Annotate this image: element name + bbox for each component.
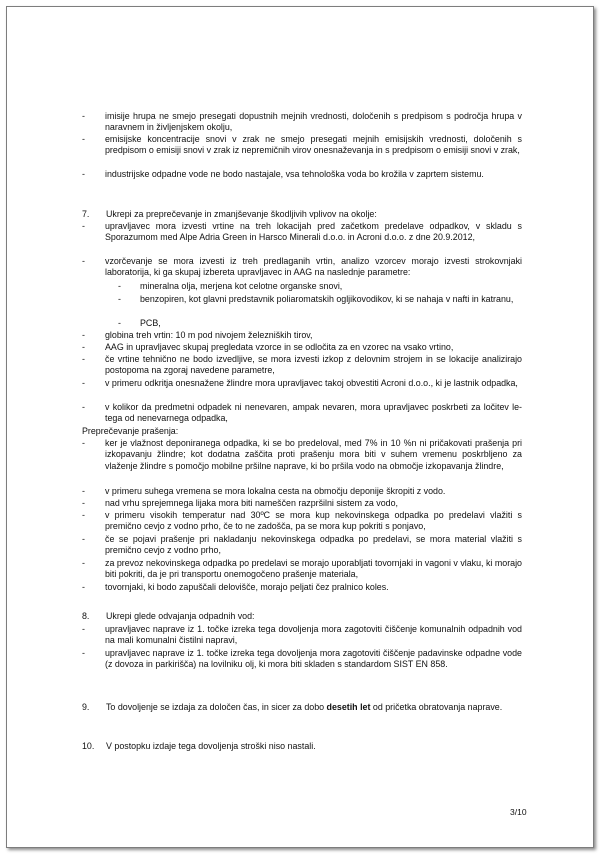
list-item: - upravljavec mora izvesti vrtine na treh lokacijah pred začetkom predelave odpadkov, v skladu s Sporazumom med Alpe Adria Green in Harsco Minerali d.o.o. in Acroni d.o.o. z dne 20.9.2012, bbox=[82, 221, 522, 243]
sub-list-item: - mineralna olja, merjena kot celotne organske snovi, bbox=[118, 281, 343, 291]
list-item: - industrijske odpadne vode ne bodo nastajale, vsa tehnološka voda bo krožila v zaprtem sistemu. bbox=[82, 169, 484, 179]
list-item: - v primeru visokih temperatur nad 30ºC se mora kup nekovinskega odpadka po predelavi vlažiti s premično cevjo z vodno prho, če to ne zadošča, pa se mora kup pokriti s ponjavo, bbox=[82, 510, 522, 532]
list-item: - za prevoz nekovinskega odpadka po predelavi se morajo uporabljati tovornjaki in vagoni v vlaku, ki morajo biti pokriti, da je pri transportu onemogočeno prašenje materiala, bbox=[82, 558, 522, 580]
list-item: - v kolikor da predmetni odpadek ni nenevaren, ampak nevaren, mora upravljavec poskrbeti za ločitev le-tega od nenevarnega odpadka, bbox=[82, 402, 522, 424]
sub-list-item: - benzopiren, kot glavni predstavnik poliaromatskih ogljikovodikov, ki se nahaja v nafti in katranu, bbox=[118, 294, 514, 304]
page-number: 3/10 bbox=[510, 807, 527, 817]
list-item: - v primeru odkritja onesnažene žlindre mora upravljavec takoj obvestiti Acroni d.o.o., ki je lastnik odpadka, bbox=[82, 378, 518, 388]
list-item: - če se pojavi prašenje pri nakladanju nekovinskega odpadka po predelavi, se mora material vlažiti s premično cevjo z vodno prho, bbox=[82, 534, 522, 556]
list-item: - upravljavec naprave iz 1. točke izreka tega dovoljenja mora zagotoviti čiščenje komunalnih odpadnih vod na mali komunalni čistilni napravi, bbox=[82, 624, 522, 646]
list-item: - ker je vlažnost deponiranega odpadka, ki se bo predeloval, med 7% in 10 %n ni pričakovati prašenja pri izkopavanju žlindre; kot dodatna zaščita proti prašenju mora biti v suhem vremenu poskrbljeno za vlaženje žlindre s pomočjo mobilne pršilne naprave, ki bo pršila vodo na območje izkopavanja žlindre, bbox=[82, 438, 522, 471]
dust-prevention-heading: Preprečevanje prašenja: bbox=[82, 426, 179, 436]
section-9: 9. To dovoljenje se izdaja za določen čas, in sicer za dobo desetih let od pričetka obratovanja naprave. bbox=[82, 702, 503, 712]
list-item: - nad vrhu sprejemnega lijaka mora biti nameščen razpršilni sistem za vodo, bbox=[82, 498, 399, 508]
list-item: - upravljavec naprave iz 1. točke izreka tega dovoljenja mora zagotoviti čiščenje padavinske odpadne vode (z dovoza in parkirišča) na lovilniku olj, ki mora biti skladen s standardom SIST EN 858. bbox=[82, 648, 522, 670]
section-7-heading: 7. Ukrepi za preprečevanje in zmanjševanje škodljivih vplivov na okolje: bbox=[82, 209, 377, 219]
list-item: - imisije hrupa ne smejo presegati dopustnih mejnih vrednosti, določenih s predpisom s področja hrupa v naravnem in življenjskem okolju, bbox=[82, 111, 522, 133]
validity-period: desetih let bbox=[326, 702, 371, 712]
section-8-heading: 8. Ukrepi glede odvajanja odpadnih vod: bbox=[82, 611, 255, 621]
list-item: - emisijske koncentracije snovi v zrak ne smejo presegati mejnih emisijskih vrednosti, določenih s predpisom o emisiji snovi v zrak iz nepremičnih virov onesnaževanja in s predpisom o emisiji snovi v zrak, bbox=[82, 134, 522, 156]
list-item: - v primeru suhega vremena se mora lokalna cesta na območju deponije škropiti z vodo. bbox=[82, 486, 446, 496]
section-10: 10. V postopku izdaje tega dovoljenja stroški niso nastali. bbox=[82, 741, 316, 751]
sub-list-item: - PCB, bbox=[118, 318, 161, 328]
list-item: - vzorčevanje se mora izvesti iz treh predlaganih vrtin, analizo vzorcev morajo izvesti strokovnjaki laboratorija, ki ga skupaj izbereta upravljavec in AAG na naslednje parametre: bbox=[82, 256, 522, 278]
list-item: - če vrtine tehnično ne bodo izvedljive, se mora izvesti izkop z delovnim strojem in se lokacije analizirajo postopoma na zgoraj navedene parametre, bbox=[82, 354, 522, 376]
list-item: - tovornjaki, ki bodo zapuščali delovišče, morajo peljati čez pralnico koles. bbox=[82, 582, 389, 592]
list-item: - globina treh vrtin: 10 m pod nivojem železniških tirov, bbox=[82, 330, 313, 340]
list-item: - AAG in upravljavec skupaj pregledata vzorce in se odločita za en vzorec na vsako vrtino, bbox=[82, 342, 454, 352]
